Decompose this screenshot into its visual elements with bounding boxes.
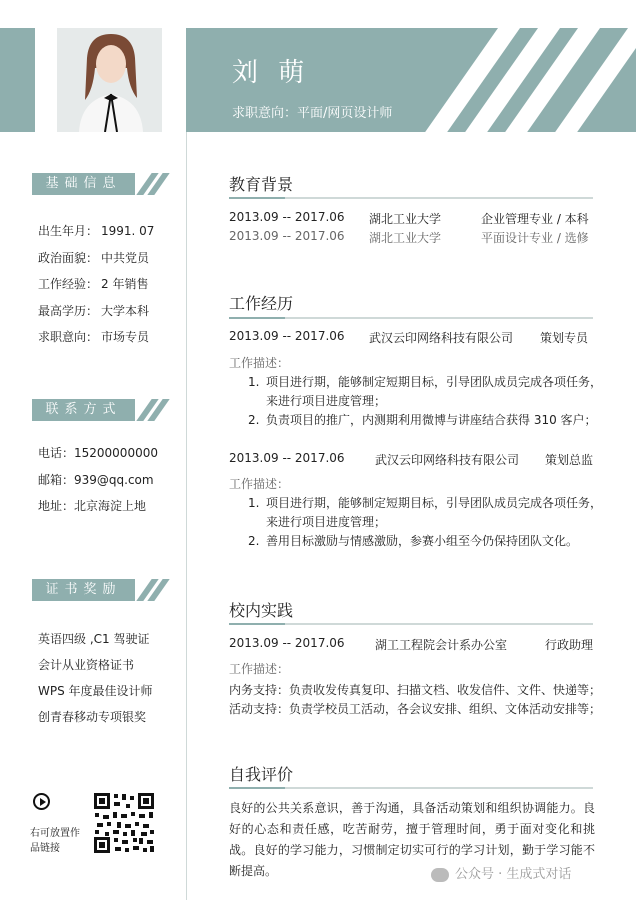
list-item: 英语四级 ,C1 驾驶证 <box>38 632 150 646</box>
contact-heading <box>32 399 156 421</box>
section-rule <box>229 623 593 625</box>
phone: 电话：15200000000 <box>38 446 158 460</box>
edu-major: 企业管理专业 / 本科 <box>481 212 589 226</box>
education-title: 教育背景 <box>229 175 294 194</box>
campus-desc-label: 工作描述： <box>229 662 290 676</box>
campus-date: 2013.09 -- 2017.06 <box>229 636 345 650</box>
list-item: 政治面貌： 中共党员 <box>38 250 150 265</box>
edu-date: 2013.09 -- 2017.06 <box>229 229 345 243</box>
section-rule <box>229 197 593 199</box>
basic-info-title: 基础信息 <box>32 173 135 195</box>
job-intent: 求职意向：平面/网页设计师 <box>232 106 393 121</box>
edu-school: 湖北工业大学 <box>369 231 442 245</box>
qr-code[interactable] <box>93 792 155 854</box>
job-duty-list <box>248 494 602 551</box>
job-date: 2013.09 -- 2017.06 <box>229 451 345 465</box>
self-eval-text: 良好的公共关系意识，善于沟通，具备活动策划和组织协调能力。良好的心态和责任感，吃苦耐劳，擅于管理时间，勇于面对变化和挑战。良好的学习能力，习惯制定切实可行的学习计划，勤于学习能不断提高。 <box>229 801 595 878</box>
works-link-label: 右可放置作品链接 <box>30 828 80 854</box>
list-item: 2. 负责项目的推广，内测期利用微博与讲座结合获得 310 客户； <box>248 413 597 427</box>
list-item: 最高学历： 大学本科 <box>38 303 150 318</box>
edu-school: 湖北工业大学 <box>369 212 442 226</box>
work-title: 工作经历 <box>229 294 294 313</box>
campus-role: 行政助理 <box>545 638 594 652</box>
contact-title: 联系方式 <box>32 399 135 421</box>
banner-left-block <box>0 28 35 132</box>
job-company: 武汉云印网络科技有限公司 <box>375 453 520 467</box>
play-icon[interactable] <box>33 793 50 810</box>
list-item: WPS 年度最佳设计师 <box>38 684 153 698</box>
section-rule <box>229 787 593 789</box>
job-duty-list <box>248 373 602 430</box>
list-item: 1. 项目进行期，能够制定短期目标，引导团队成员完成各项任务， <box>248 496 603 510</box>
list-item: 求职意向： 市场专员 <box>38 330 150 344</box>
campus-duty: 内务支持：负责收发传真复印、扫描文档、收发信件、文件、快递等； <box>229 683 602 697</box>
basic-info-list <box>38 218 154 351</box>
campus-org: 湖工工程院会计系办公室 <box>375 638 508 652</box>
list-item-continuation: 来进行项目进度管理； <box>266 515 387 529</box>
certs-title: 证书奖励 <box>32 579 135 601</box>
list-item: 1. 项目进行期，能够制定短期目标，引导团队成员完成各项任务， <box>248 375 603 389</box>
contact-list <box>38 440 158 520</box>
campus-title: 校内实践 <box>229 601 294 620</box>
job-date: 2013.09 -- 2017.06 <box>229 329 345 343</box>
profile-photo <box>57 28 162 132</box>
address: 地址：北京海淀上地 <box>38 499 147 513</box>
job-role: 策划总监 <box>545 453 594 467</box>
certs-heading <box>32 579 156 601</box>
campus-duty: 活动支持：负责学校员工活动，各会议安排、组织、文体活动安排等； <box>229 702 602 716</box>
column-divider <box>186 132 187 900</box>
basic-info-heading <box>32 173 156 195</box>
candidate-name: 刘 萌 <box>232 58 311 88</box>
list-item: 工作经验： 2 年销售 <box>38 277 149 291</box>
wechat-icon <box>431 868 449 882</box>
certs-list <box>38 626 153 730</box>
section-rule <box>229 317 593 319</box>
watermark: 公众号 · 生成式对话 <box>431 863 571 882</box>
self-eval-title: 自我评价 <box>229 765 294 784</box>
job-company: 武汉云印网络科技有限公司 <box>369 331 514 345</box>
job-role: 策划专员 <box>540 331 589 345</box>
job-desc-label: 工作描述： <box>229 356 290 370</box>
email: 邮箱：939@qq.com <box>38 472 154 487</box>
list-item-continuation: 来进行项目进度管理； <box>266 394 387 408</box>
job-desc-label: 工作描述： <box>229 477 290 491</box>
list-item: 会计从业资格证书 <box>38 658 135 672</box>
list-item: 创青春移动专项银奖 <box>38 710 147 724</box>
list-item: 2. 善用目标激励与情感激励，参赛小组至今仍保持团队文化。 <box>248 534 579 548</box>
list-item: 出生年月： 1991. 07 <box>38 224 155 238</box>
edu-date: 2013.09 -- 2017.06 <box>229 210 345 224</box>
edu-major: 平面设计专业 / 选修 <box>481 231 589 245</box>
